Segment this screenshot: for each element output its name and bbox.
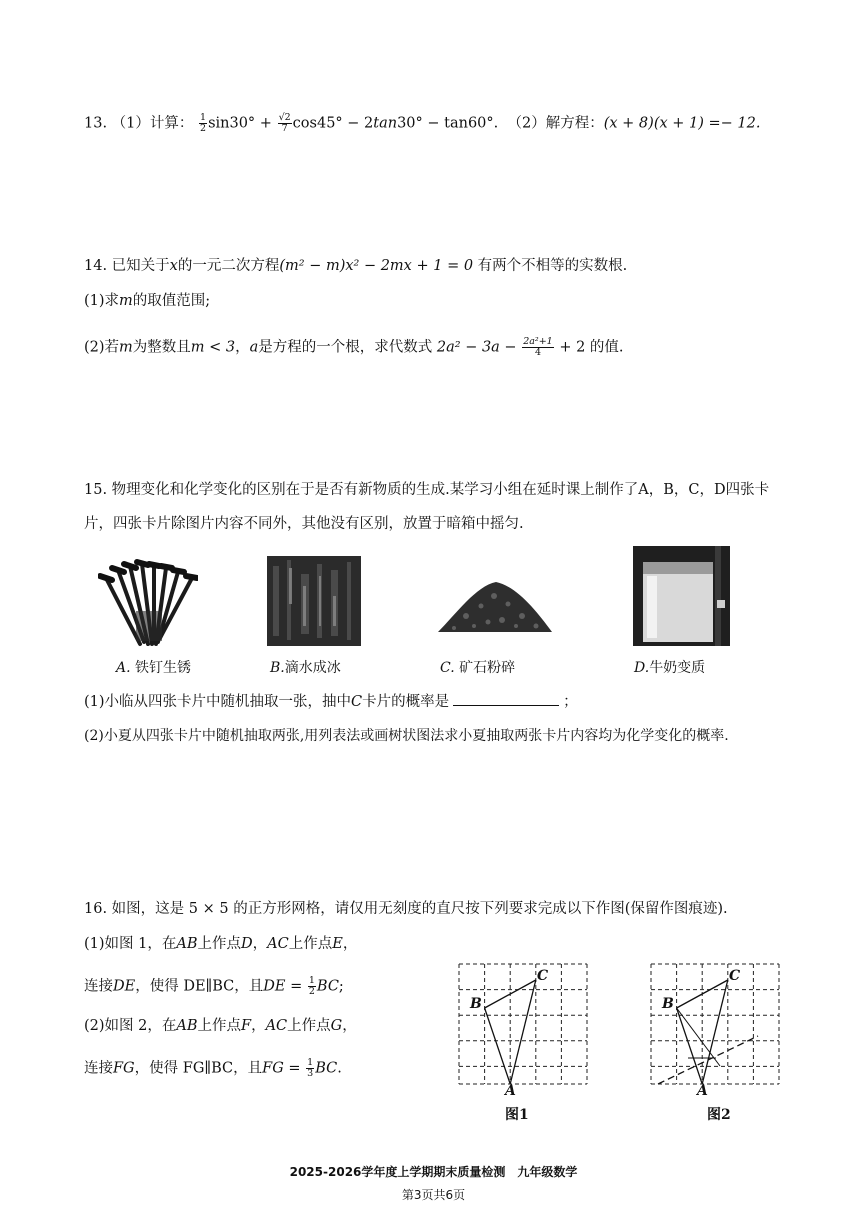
text: 上作点 [288, 936, 333, 952]
frac-den: 7 [281, 122, 288, 134]
card-b-caption [270, 657, 341, 677]
card-letter: B. [270, 660, 285, 676]
text: DE = [263, 978, 303, 995]
card-d-milk-image [633, 546, 730, 646]
fig1-segment-ab [485, 1008, 511, 1084]
fig1-segment-ac [510, 980, 536, 1084]
text: (2)如图 2，在 [84, 1018, 177, 1034]
fraction-half [308, 976, 316, 997]
figure2-caption: 图2 [707, 1107, 731, 1123]
text: 14. 已知关于 [84, 258, 170, 274]
text: ，使得 DE∥BC，且 [135, 978, 264, 995]
card-a-nails-image [98, 556, 198, 648]
card-letter: A. [116, 660, 131, 676]
footer-page-number: 第3页共6页 [401, 1188, 466, 1202]
seg-ac: AC [267, 936, 289, 952]
seg-ac: AC [265, 1018, 288, 1034]
text: (1)求 [84, 293, 120, 309]
frac-den: 2 [200, 122, 207, 134]
card-a-caption [116, 657, 191, 677]
text: ， [251, 1018, 266, 1034]
footer-title: 2025-2026学年度上学期期末质量检测 九年级数学 [289, 1165, 578, 1179]
frac-den: 2 [308, 985, 315, 997]
text: 的取值范围; [132, 293, 211, 309]
q13-term3: 30° − tan60°. [397, 115, 499, 132]
q13-part1-label: （1）计算： [111, 115, 194, 132]
q14-expr1: 2a² − 3a − [436, 339, 517, 356]
fig2-construction-line [658, 1036, 758, 1084]
q16-line1: 16. 如图，这是 5 × 5 的正方形网格，请仅用无刻度的直尺按下列要求完成以下作图(保留作图痕迹). [84, 901, 728, 917]
text: . [337, 1060, 342, 1077]
fraction-third [306, 1058, 314, 1079]
seg-de: DE [113, 978, 136, 995]
q13-fraction-half [199, 113, 207, 134]
fig2-segment-ac [702, 980, 728, 1084]
q13-fraction-root2 [278, 113, 292, 134]
seg-ab: AB [176, 1018, 198, 1034]
text: 有两个不相等的实数根. [473, 258, 628, 274]
text: FG = [262, 1060, 301, 1077]
seg-bc: BC [316, 978, 339, 995]
q13-equation: (x + 8)(x + 1) =− 12. [603, 115, 761, 132]
card-letter: C. [440, 660, 455, 676]
fig2-segment-bc [677, 980, 728, 1008]
figure1-caption: 图1 [505, 1107, 529, 1123]
text: 上作点 [197, 936, 242, 952]
q15-line2: 片，四张卡片除图片内容不同外，其他没有区别，放置于暗箱中摇匀. [84, 516, 524, 532]
fig1-segment-bc [485, 980, 536, 1008]
q14-line2 [84, 293, 210, 310]
frac-den: 3 [307, 1067, 314, 1079]
fig2-label-a: A [697, 1083, 708, 1099]
text: 上作点 [287, 1018, 331, 1034]
frac-den: 4 [534, 346, 541, 358]
figure2-grid [648, 962, 782, 1092]
text: 为整数且 [132, 339, 191, 356]
q16-line2 [84, 936, 357, 953]
var-x: x [169, 258, 178, 274]
card-d-caption [634, 657, 705, 677]
q14-line1 [84, 258, 627, 275]
text: 的值. [585, 339, 624, 356]
text: 连接 [84, 978, 113, 995]
var-m: m [119, 293, 133, 309]
text: 卡片的概率是 [362, 694, 450, 710]
fig1-label-b: B [470, 996, 482, 1012]
frac-num: 1 [307, 1057, 314, 1068]
frac-num: 1 [200, 112, 207, 123]
q13-part2-label: （2）解方程： [507, 115, 604, 132]
text: ， [252, 936, 268, 952]
text: ， [235, 339, 250, 356]
q16-line4 [84, 1018, 357, 1035]
frac-num: √2 [278, 112, 291, 123]
q14-expr2: + 2 [559, 339, 586, 356]
q13-line [84, 113, 760, 134]
figure1-grid [456, 962, 590, 1092]
card-caption-text: 牛奶变质 [649, 660, 706, 676]
q13-tan: tan [373, 115, 398, 132]
fig2-label-b: B [662, 996, 674, 1012]
text: ; [338, 978, 344, 995]
card-b-ice-image [267, 556, 361, 646]
q15-sub1 [84, 693, 578, 711]
text: ， [342, 1018, 357, 1034]
text: 是方程的一个根，求代数式 [258, 339, 437, 356]
answer-blank [453, 693, 559, 706]
q13-number: 13. [84, 115, 108, 132]
text: (1)小临从四张卡片中随机抽取一张，抽中 [84, 694, 352, 710]
text: (2)若 [84, 339, 120, 356]
frac-num: 2a²+1 [523, 336, 553, 347]
text: ， [342, 936, 358, 952]
seg-bc: BC [315, 1060, 338, 1077]
point-f: F [241, 1018, 252, 1034]
text: ； [563, 694, 578, 710]
fig2-label-c: C [729, 968, 741, 984]
var-a: a [249, 339, 259, 356]
text: 的一元二次方程 [177, 258, 280, 274]
point-g: G [330, 1018, 343, 1034]
q15-sub2: (2)小夏从四张卡片中随机抽取两张,用列表法或画树状图法求小夏抽取两张卡片内容均为化学变化的概率. [84, 728, 729, 744]
text: (1)如图 1，在 [84, 936, 177, 952]
var-m: m [119, 339, 133, 356]
q14-fraction [522, 337, 554, 358]
q16-line5 [84, 1058, 342, 1079]
text: 上作点 [197, 1018, 242, 1034]
text: ，使得 FG∥BC，且 [134, 1060, 263, 1077]
text: 连接 [84, 1060, 113, 1077]
q14-condition: m < 3 [190, 339, 236, 356]
q13-term2: cos45° − 2 [292, 115, 374, 132]
seg-ab: AB [176, 936, 198, 952]
card-caption-text: 矿石粉碎 [454, 660, 516, 676]
point-d: D [241, 936, 253, 952]
q14-equation: (m² − m)x² − 2mx + 1 = 0 [279, 258, 474, 274]
fig1-label-a: A [505, 1083, 516, 1099]
q14-line3 [84, 337, 624, 358]
fig1-label-c: C [537, 968, 549, 984]
q13-term1: sin30° [208, 115, 256, 132]
q16-line3 [84, 976, 344, 997]
card-caption-text: 铁钉生锈 [130, 660, 192, 676]
seg-fg: FG [113, 1060, 135, 1077]
card-letter: D. [634, 660, 650, 676]
card-caption-text: 滴水成冰 [284, 660, 341, 676]
card-c-ore-image [436, 576, 554, 634]
point-e: E [332, 936, 343, 952]
q15-line1: 15. 物理变化和化学变化的区别在于是否有新物质的生成.某学习小组在延时课上制作了A，B，C，D四张卡 [84, 482, 770, 498]
q13-plus: + [259, 115, 272, 132]
frac-num: 1 [308, 975, 315, 986]
var-c: C [351, 694, 363, 710]
card-c-caption [440, 657, 515, 677]
